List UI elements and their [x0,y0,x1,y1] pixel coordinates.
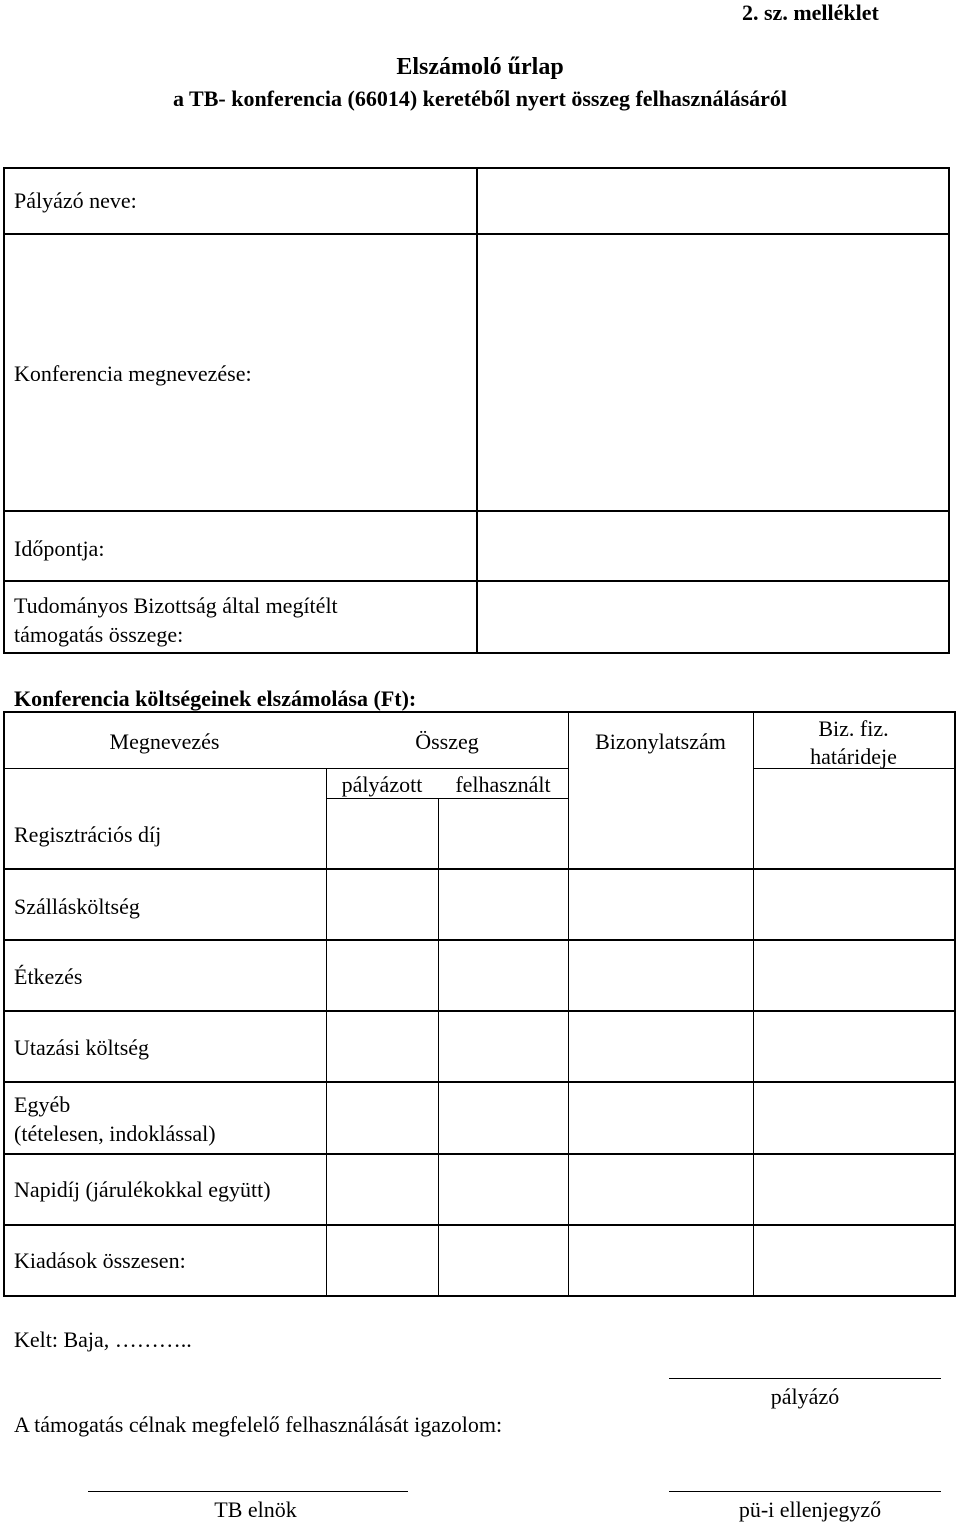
row-other-label-1: Egyéb [14,1092,71,1117]
row-travel-label: Utazási költség [14,1035,150,1060]
annex-label: 2. sz. melléklet [742,0,879,25]
applicant-signature-label: pályázó [770,1384,840,1409]
col-header-used: felhasznált [455,772,551,797]
date-field[interactable] [480,514,946,578]
registration-due-field[interactable] [755,800,953,867]
registration-used-field[interactable] [440,800,567,867]
accountant-signature-line [669,1491,941,1492]
col-header-due-2: határideje [810,744,897,769]
registration-receipt-field[interactable] [570,800,752,867]
conference-name-field[interactable] [480,237,946,508]
form-title: Elszámoló űrlap [396,54,564,80]
row-accommodation-label: Szállásköltség [14,894,140,919]
grant-amount-label-2: támogatás összege: [14,622,184,647]
conference-name-label: Konferencia megnevezése: [14,361,252,386]
costs-heading: Konferencia költségeinek elszámolása (Ft): [14,686,417,711]
grant-amount-field[interactable] [480,584,946,650]
form-subtitle: a TB- konferencia (66014) keretéből nyert összeg felhasználásáról [172,86,788,111]
certify-text: A támogatás célnak megfelelő felhasználását igazolom: [14,1412,503,1437]
grant-amount-label-1: Tudományos Bizottság által megítélt [14,593,338,618]
row-other-label-2: (tételesen, indoklással) [14,1121,216,1146]
dated-line: Kelt: Baja, ……….. [14,1327,192,1352]
chair-signature-line [88,1491,408,1492]
row-per-diem-label: Napidíj (járulékokkal együtt) [14,1177,271,1202]
chair-signature-label: TB elnök [214,1497,297,1522]
col-header-applied: pályázott [341,772,423,797]
row-total-label: Kiadások összesen: [14,1248,186,1273]
accountant-signature-label: pü-i ellenjegyző [738,1497,882,1522]
col-header-due-1: Biz. fiz. [818,716,889,741]
applicant-name-field[interactable] [480,171,946,231]
date-label: Időpontja: [14,536,105,561]
col-header-name: Megnevezés [109,729,220,754]
registration-applied-field[interactable] [328,800,437,867]
col-header-amount: Összeg [415,729,479,754]
applicant-signature-line [669,1378,941,1379]
col-header-receipt: Bizonylatszám [595,729,726,754]
applicant-name-label: Pályázó neve: [14,188,137,213]
row-meals-label: Étkezés [14,964,83,989]
row-registration-label: Regisztrációs díj [14,822,162,847]
